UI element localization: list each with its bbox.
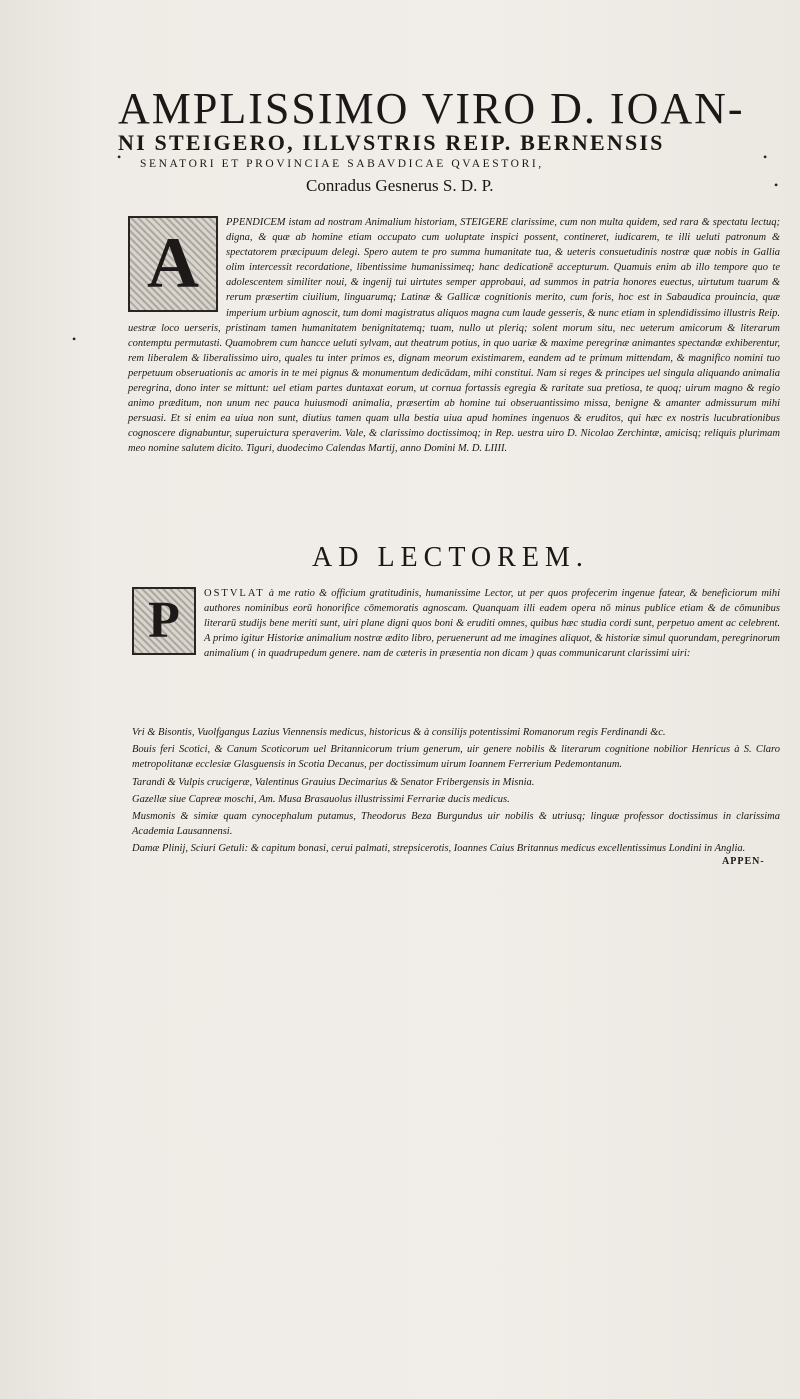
margin-dot-icon: • — [72, 332, 77, 346]
decorated-initial-a: A — [128, 216, 218, 312]
margin-dot-icon: • — [117, 150, 122, 164]
decorated-initial-p: P — [132, 587, 196, 655]
dedication-letter-text: PPENDICEM istam ad nostram Animalium historiam, STEIGERE clarissime, cum non multa quidem, sed rara & spectatu lectuq; digna, & quæ ab homine etiam occupato cum uoluptate inspici possent, contineret, iudicarem, te illi ueluti patronum & spectatorem præcipuum delegi. Spero autem te pro summa humanitate tua, & ueteris consuetudinis nostræ quæ nobis in Gallia olim intercessit recordatione, libentissime humanissimeq; hanc dedicationē accepturum. Quamuis enim ab illo tempore quo te adolescentem similiter noui, & ingenij tui uirtutes semper approbaui, ad summos in patria honores euectus, uirtutum tuarum & rerum præsertim ciuilium, linguarumq; Latinæ & Gallicæ cognitionis merito, cum foris, hoc est in Sabaudica prouincia, quæ imperium urbium agnoscit, tum domi magistratus aliquos magna cum laude gesseris, & nunc etiam in splendidissimo illustris Reip. uestræ loco uerseris, pristinam tamen humanitatem benignitatemq; tuam, nullo ut pleriq; solent morum situ, nec ueterum amicorum & literarum contemptu permutasti. Quamobrem cum hancce ueluti sylvam, aut theatrum potius, in quo uariæ & maxime peregrinæ animantes spectandæ exhiberentur, rem liberalem & liberalissimo uiro, quales tu inter primos es, dignam meorum existimarem, eandem ad te primum mittendam, & magnifico nomini tuo perpetuum obseruationis ac amoris in te mei pignus & monumentum dedicādam, mihi constitui. Nam si reges & principes uel singula aliquando animalia peregrina, dono inter se mittunt: uel etiam partes duntaxat eorum, ut cornua fortassis egregia & raritate sua pretiosa, te quoq; uirum magno & regio animo præditum, non unum nec pauca huiusmodi animalia, præsertim ab homine tui obseruantissimo missa, benigne & amanter admissurum mihi persuasi. Et si enim ea uiua non sunt, diutius tamen quam ulla bestia uiua apud homines ingenuos & eruditos, qui hæc ex nostris lucubrationibus cognoscere dignabuntur, superuictura speraverim. Vale, & clarissimo doctissimoq; in Rep. uestra uiro D. Nicolao Zerchintæ, amicisq; reliquis plurimam meo nomine salutem dicito. Tiguri, duodecimo Calendas Martij, anno Domini M. D. LIIII. — [128, 217, 780, 455]
dedication-sender: Conradus Gesnerus S. D. P. — [306, 176, 494, 195]
dedication-title-line3: SENATORI ET PROVINCIAE SABAVDICAE QVAESTORI, — [140, 158, 544, 170]
margin-dot-icon: • — [763, 150, 768, 164]
dedication-title-line2: NI STEIGERO, ILLVSTRIS REIP. BERNENSIS — [118, 130, 665, 155]
preface-heading: AD LECTOREM. — [312, 542, 589, 573]
catchword: APPEN- — [722, 856, 765, 867]
contributor-list — [132, 725, 780, 859]
dedication-title-line1: AMPLISSIMO VIRO D. IOAN- — [118, 84, 745, 133]
preface-text: à me ratio & officium gratitudinis, humanissime Lector, ut per quos profecerim ingenue fatear, & beneficiorum mihi authores nominibus eorū honorifice cōmemoratis agnoscam. Quanquam illi eadem opera nō minus publice etiam & de cōmunibus literarū studijs bene meriti sunt, uiri plane digni quos boni & eruditi omnes, quibus hæc studia cordi sunt, perpetuo ament ac celebrent. A primo igitur Historiæ animalium nostræ ædito libro, peruenerunt ad me imagines aliquot, & historiæ simul quorundam, peregrinorum animalium ( in quadrupedum genere. nam de cæteris in præsentia non dicam ) quas communicarunt clarissimi uiri: — [204, 588, 780, 660]
dedication-letter — [128, 215, 780, 457]
preface-paragraph — [132, 586, 780, 661]
list-item: Musmonis & simiæ quam cynocephalum putamus, Theodorus Beza Burgundus uir nobilis & utriusq; linguæ professor doctissimus in clarissima Academia Lausannensi. — [132, 811, 780, 838]
list-item: Vri & Bisontis, Vuolfgangus Lazius Viennensis medicus, historicus & à consilijs potentissimi Romanorum regis Ferdinandi &c. — [132, 727, 666, 738]
margin-dot-icon: • — [774, 178, 779, 192]
list-item: Tarandi & Vulpis crucigeræ, Valentinus Grauius Decimarius & Senator Fribergensis in Misnia. — [132, 776, 535, 788]
preface-lead-word: OSTVLAT — [204, 588, 265, 599]
list-item: Damæ Plinij, Sciuri Getuli: & capitum bonasi, cerui palmati, strepsicerotis, Ioannes Caius Britannus medicus excellentissimus Londini in Anglia. — [132, 843, 746, 855]
list-item: Gazellæ siue Capreæ moschi, Am. Musa Brasauolus illustrissimi Ferrariæ ducis medicus. — [132, 793, 510, 805]
list-item: Bouis feri Scotici, & Canum Scoticorum uel Britannicorum trium generum, uir genere nobilis & literarum cognitione nobilior Henricus à S. Claro metropolitanæ ecclesiæ Glasguensis in Scotia Decanus, per doctissimum uirum Ioannem Ferrerium Pedemontanum. — [132, 744, 780, 771]
